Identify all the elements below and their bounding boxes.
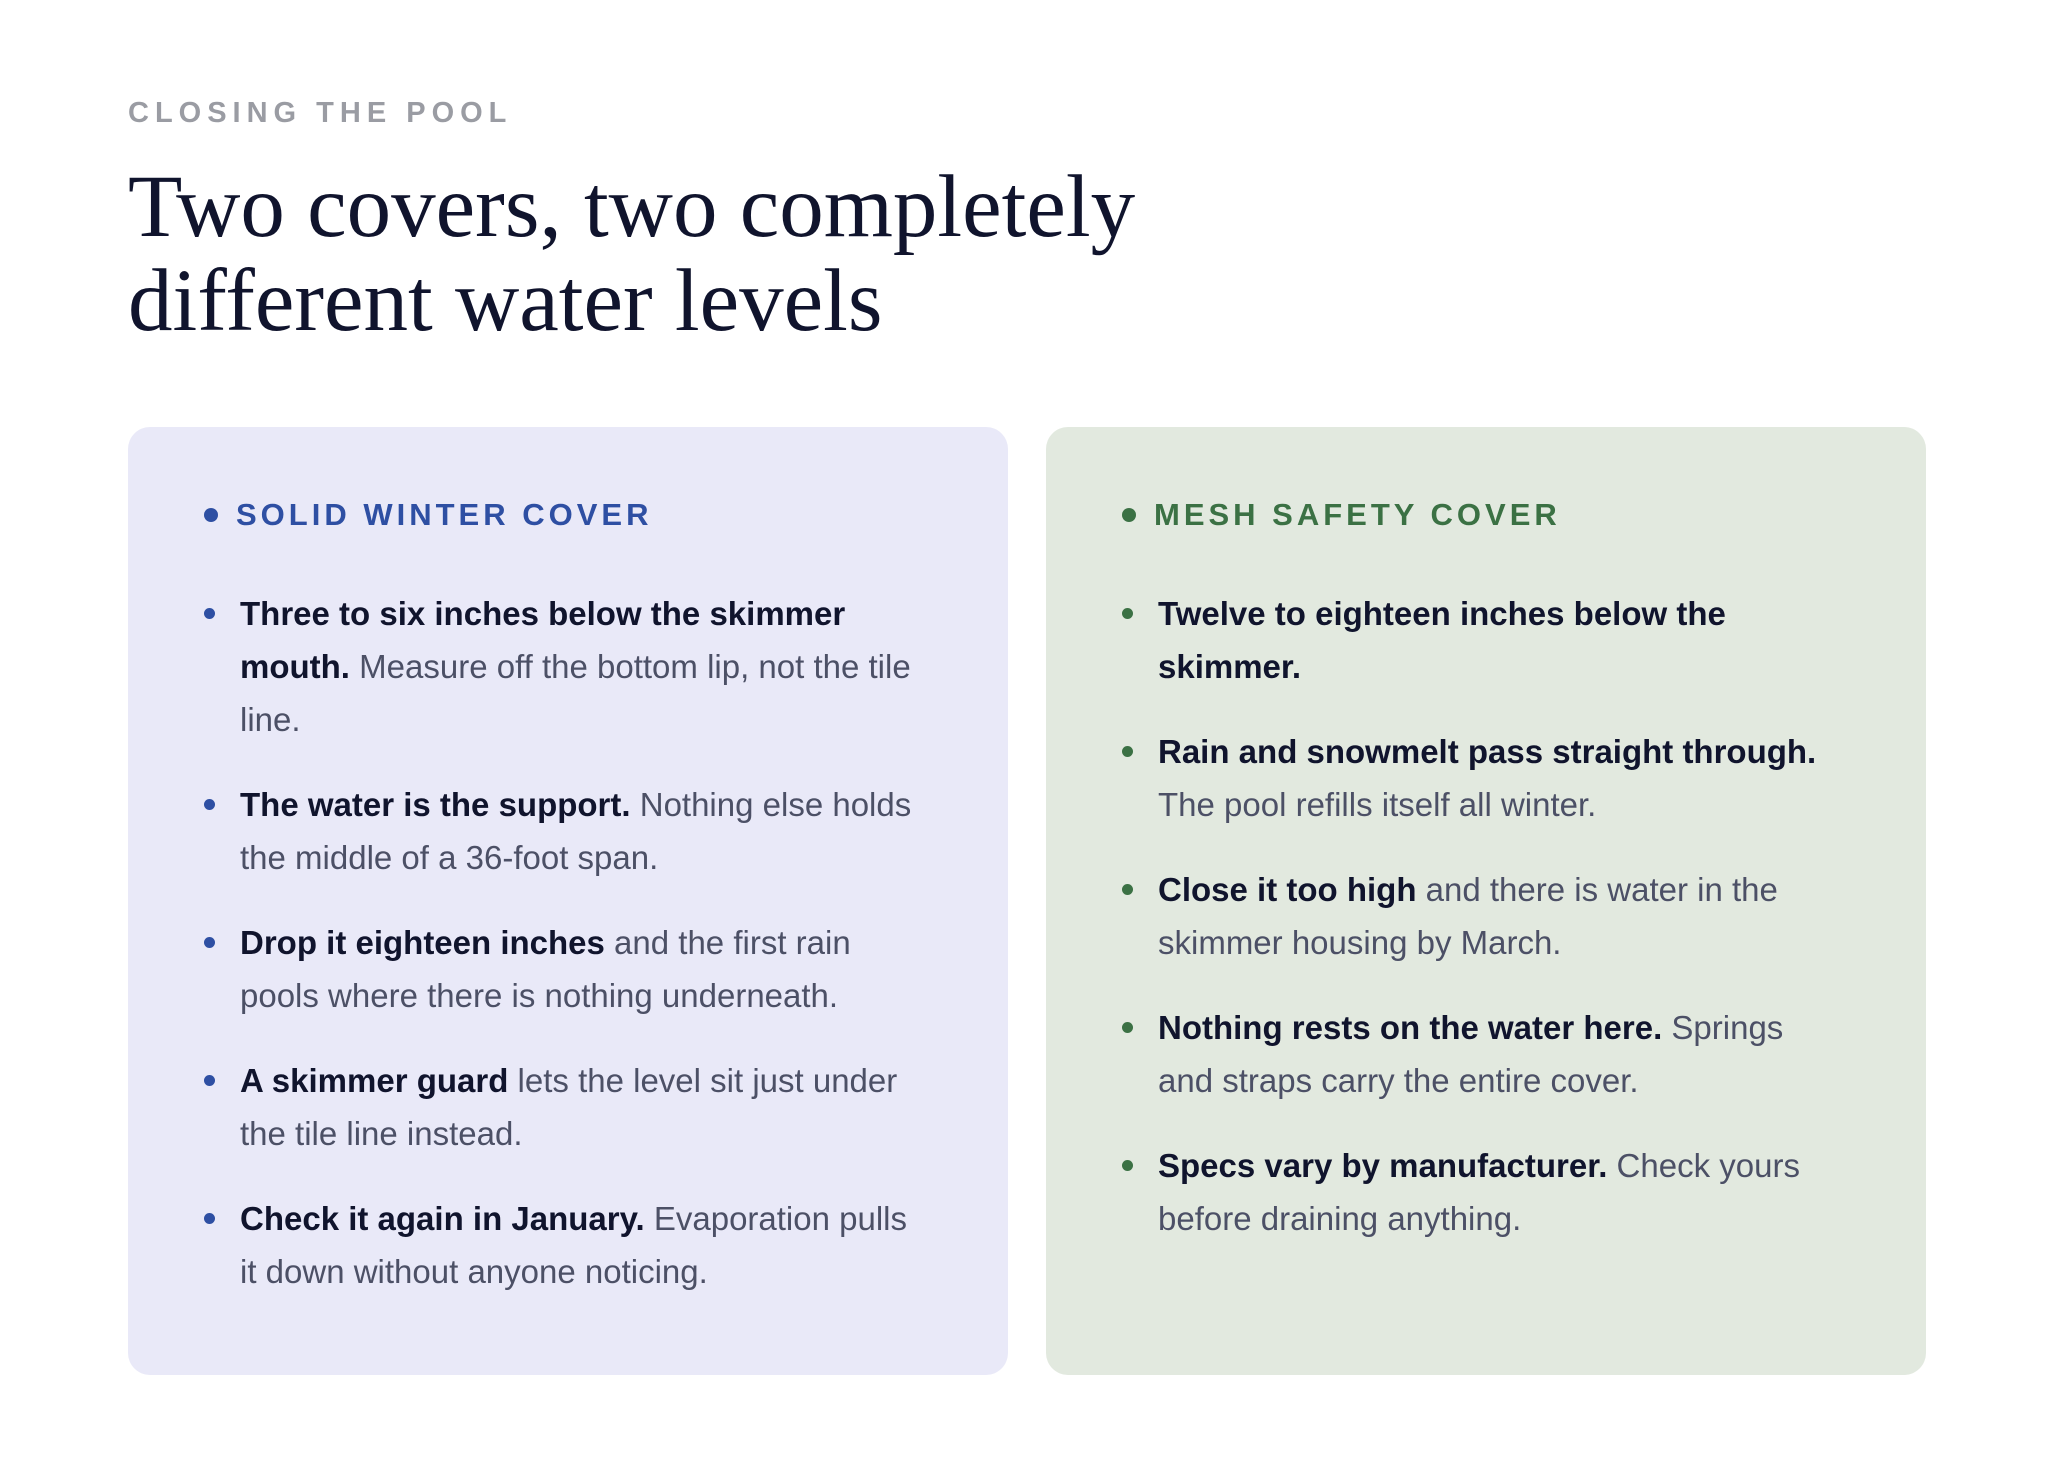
item-text: lets the level sit just under the tile line instead. [240, 1062, 898, 1152]
item-lead: Twelve to eighteen inches below the skimmer. [1158, 595, 1726, 685]
solid-cover-list [204, 587, 924, 1330]
solid-winter-cover-card [128, 427, 1008, 1375]
item-text: Check yours before draining anything. [1158, 1147, 1800, 1237]
eyebrow: CLOSING THE POOL [128, 97, 513, 129]
bullet-icon [1122, 1022, 1133, 1033]
mesh-cover-list [1122, 587, 1842, 1277]
list-item [1122, 725, 1842, 831]
list-item [204, 916, 924, 1022]
item-lead: Three to six inches below the skimmer mouth. [240, 595, 846, 685]
item-lead: The water is the support. [240, 786, 631, 823]
card-heading-label: SOLID WINTER COVER [236, 497, 653, 532]
bullet-icon [1122, 746, 1133, 757]
heading-dot-icon [204, 508, 218, 522]
list-item [204, 587, 924, 746]
list-item [1122, 863, 1842, 969]
card-heading-label: MESH SAFETY COVER [1154, 497, 1561, 532]
list-item [1122, 1139, 1842, 1245]
item-text: Evaporation pulls it down without anyone noticing. [240, 1200, 908, 1290]
list-item [1122, 587, 1842, 693]
item-text: and there is water in the skimmer housing by March. [1158, 871, 1778, 961]
list-item [1122, 1001, 1842, 1107]
bullet-icon [204, 937, 215, 948]
bullet-icon [204, 799, 215, 810]
bullet-icon [204, 1075, 215, 1086]
item-text: The pool refills itself all winter. [1158, 786, 1597, 823]
item-text: Nothing else holds the middle of a 36-foot span. [240, 786, 912, 876]
item-lead: Specs vary by manufacturer. [1158, 1147, 1608, 1184]
bullet-icon [204, 1213, 215, 1224]
item-lead: Close it too high [1158, 871, 1417, 908]
list-item [204, 1192, 924, 1298]
card-heading [1122, 495, 1561, 535]
item-lead: A skimmer guard [240, 1062, 509, 1099]
item-text: Springs and straps carry the entire cover. [1158, 1009, 1784, 1099]
bullet-icon [1122, 608, 1133, 619]
bullet-icon [204, 608, 215, 619]
bullet-icon [1122, 884, 1133, 895]
item-lead: Rain and snowmelt pass straight through. [1158, 733, 1817, 770]
card-heading [204, 495, 652, 535]
item-text: and the first rain pools where there is nothing underneath. [240, 924, 851, 1014]
list-item [204, 1054, 924, 1160]
item-text: Measure off the bottom lip, not the tile line. [240, 648, 911, 738]
item-lead: Nothing rests on the water here. [1158, 1009, 1663, 1046]
page-title: Two covers, two completely different water levels [128, 158, 1136, 350]
bullet-icon [1122, 1160, 1133, 1171]
item-lead: Drop it eighteen inches [240, 924, 605, 961]
mesh-safety-cover-card [1046, 427, 1926, 1375]
list-item [204, 778, 924, 884]
heading-dot-icon [1122, 508, 1136, 522]
item-lead: Check it again in January. [240, 1200, 645, 1237]
